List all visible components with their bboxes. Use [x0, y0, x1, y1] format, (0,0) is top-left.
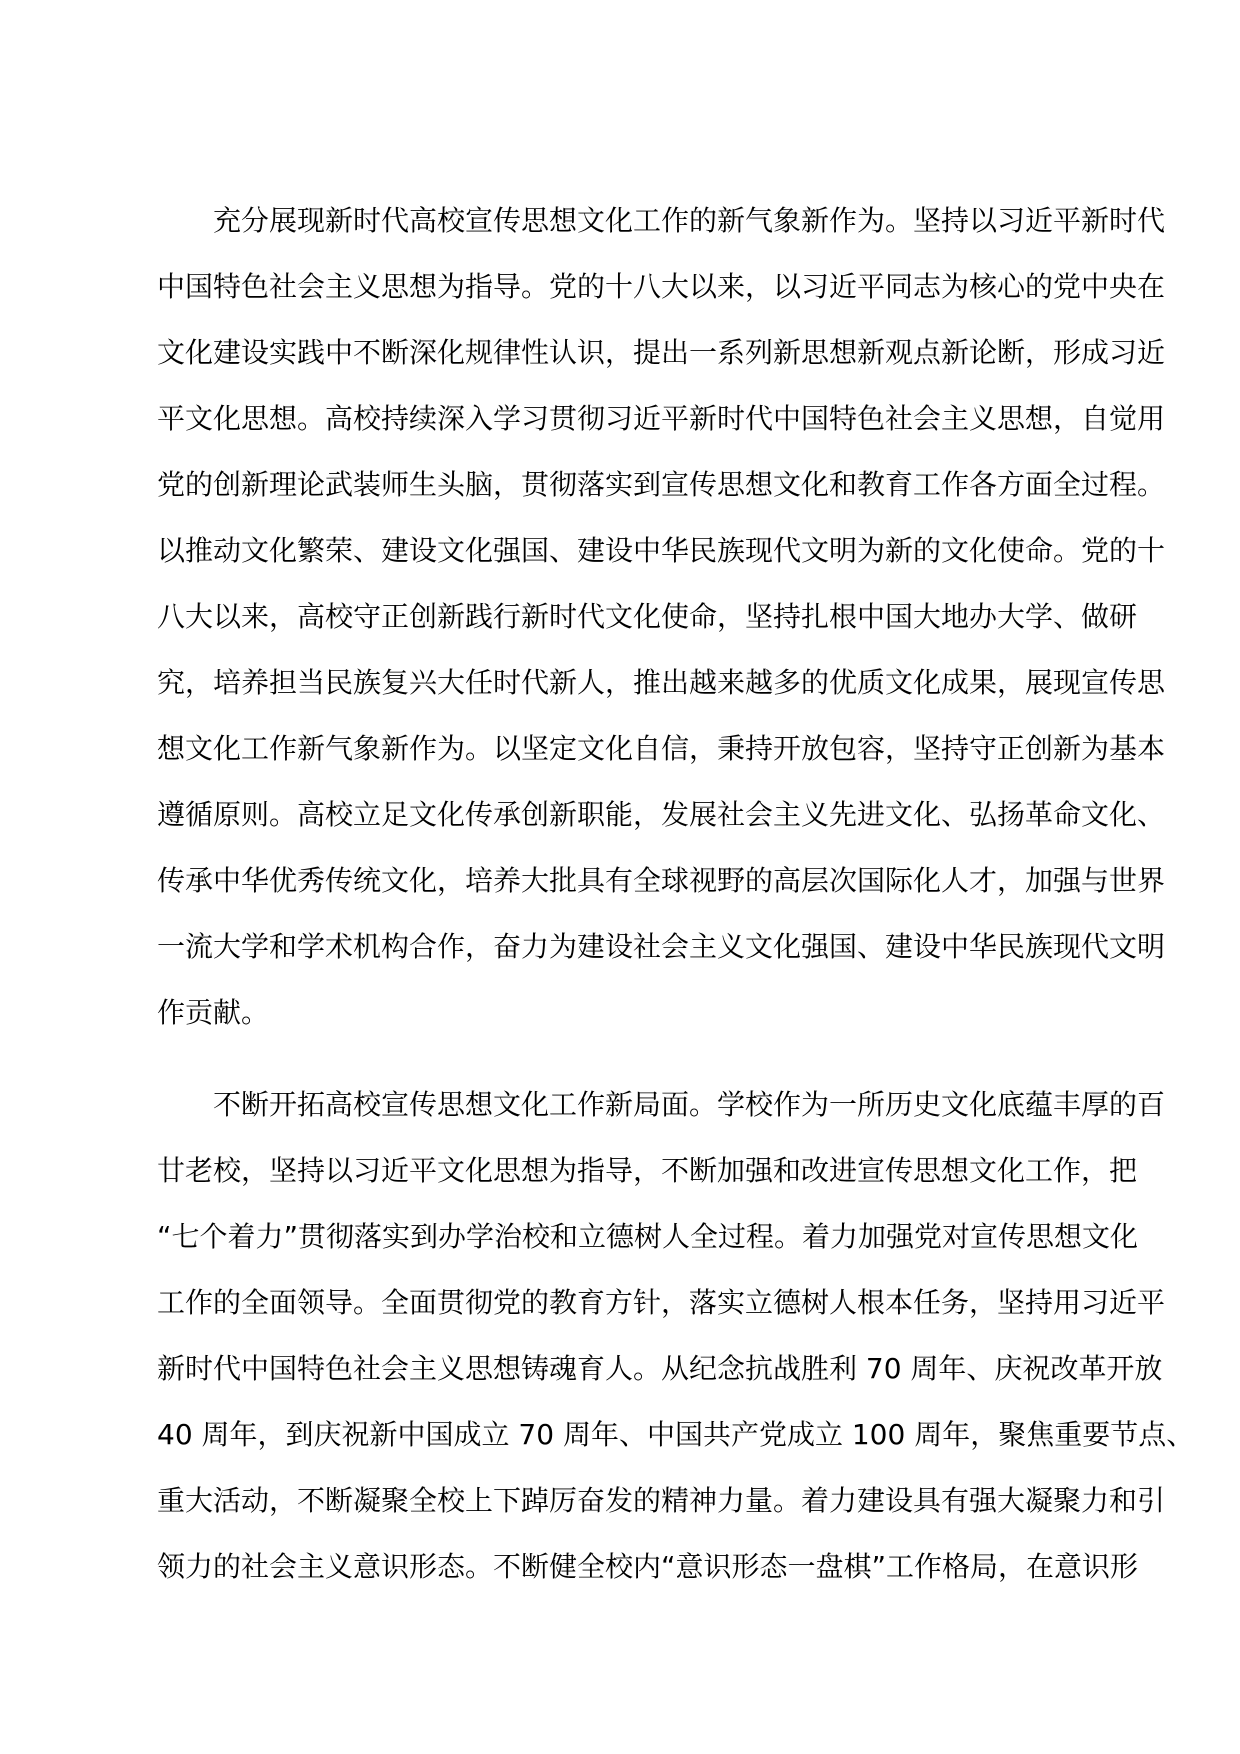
text-line: 党的创新理论武装师生头脑，贯彻落实到宣传思想文化和教育工作各方面全过程。	[157, 468, 1166, 501]
paragraph-2	[157, 1072, 1195, 1600]
text-line: 平文化思想。高校持续深入学习贯彻习近平新时代中国特色社会主义思想，自觉用	[157, 402, 1166, 435]
text-line: 以推动文化繁荣、建设文化强国、建设中华民族现代文明为新的文化使命。党的十	[157, 534, 1166, 567]
text-line: 40 周年，到庆祝新中国成立 70 周年、中国共产党成立 100 周年，聚焦重要节点、	[157, 1418, 1195, 1451]
text-line: 一流大学和学术机构合作，奋力为建设社会主义文化强国、建设中华民族现代文明	[157, 930, 1166, 963]
text-line: 重大活动，不断凝聚全校上下踔厉奋发的精神力量。着力建设具有强大凝聚力和引	[157, 1484, 1166, 1517]
paragraph-spacing	[157, 1046, 1079, 1072]
text-line: 新时代中国特色社会主义思想铸魂育人。从纪念抗战胜利 70 周年、庆祝改革开放	[157, 1352, 1163, 1385]
text-line: 作贡献。	[157, 996, 270, 1029]
text-line: 想文化工作新气象新作为。以坚定文化自信，秉持开放包容，坚持守正创新为基本	[157, 732, 1166, 765]
text-line: 究，培养担当民族复兴大任时代新人，推出越来越多的优质文化成果，展现宣传思	[157, 666, 1166, 699]
text-line: 领力的社会主义意识形态。不断健全校内“意识形态一盘棋”工作格局，在意识形	[157, 1550, 1139, 1583]
document-page	[157, 188, 1195, 1600]
paragraph-1	[157, 188, 1166, 1046]
text-line: 文化建设实践中不断深化规律性认识，提出一系列新思想新观点新论断，形成习近	[157, 336, 1166, 369]
text-line: 不断开拓高校宣传思想文化工作新局面。学校作为一所历史文化底蕴丰厚的百	[157, 1088, 1166, 1121]
text-line: 遵循原则。高校立足文化传承创新职能，发展社会主义先进文化、弘扬革命文化、	[157, 798, 1166, 831]
text-line: 八大以来，高校守正创新践行新时代文化使命，坚持扎根中国大地办大学、做研	[157, 600, 1138, 633]
text-line: 传承中华优秀传统文化，培养大批具有全球视野的高层次国际化人才，加强与世界	[157, 864, 1166, 897]
text-line: 工作的全面领导。全面贯彻党的教育方针，落实立德树人根本任务，坚持用习近平	[157, 1286, 1166, 1319]
text-line: 充分展现新时代高校宣传思想文化工作的新气象新作为。坚持以习近平新时代	[157, 204, 1166, 237]
text-line: “七个着力”贯彻落实到办学治校和立德树人全过程。着力加强党对宣传思想文化	[157, 1220, 1139, 1253]
text-line: 廿老校，坚持以习近平文化思想为指导，不断加强和改进宣传思想文化工作，把	[157, 1154, 1138, 1187]
text-line: 中国特色社会主义思想为指导。党的十八大以来，以习近平同志为核心的党中央在	[157, 270, 1166, 303]
